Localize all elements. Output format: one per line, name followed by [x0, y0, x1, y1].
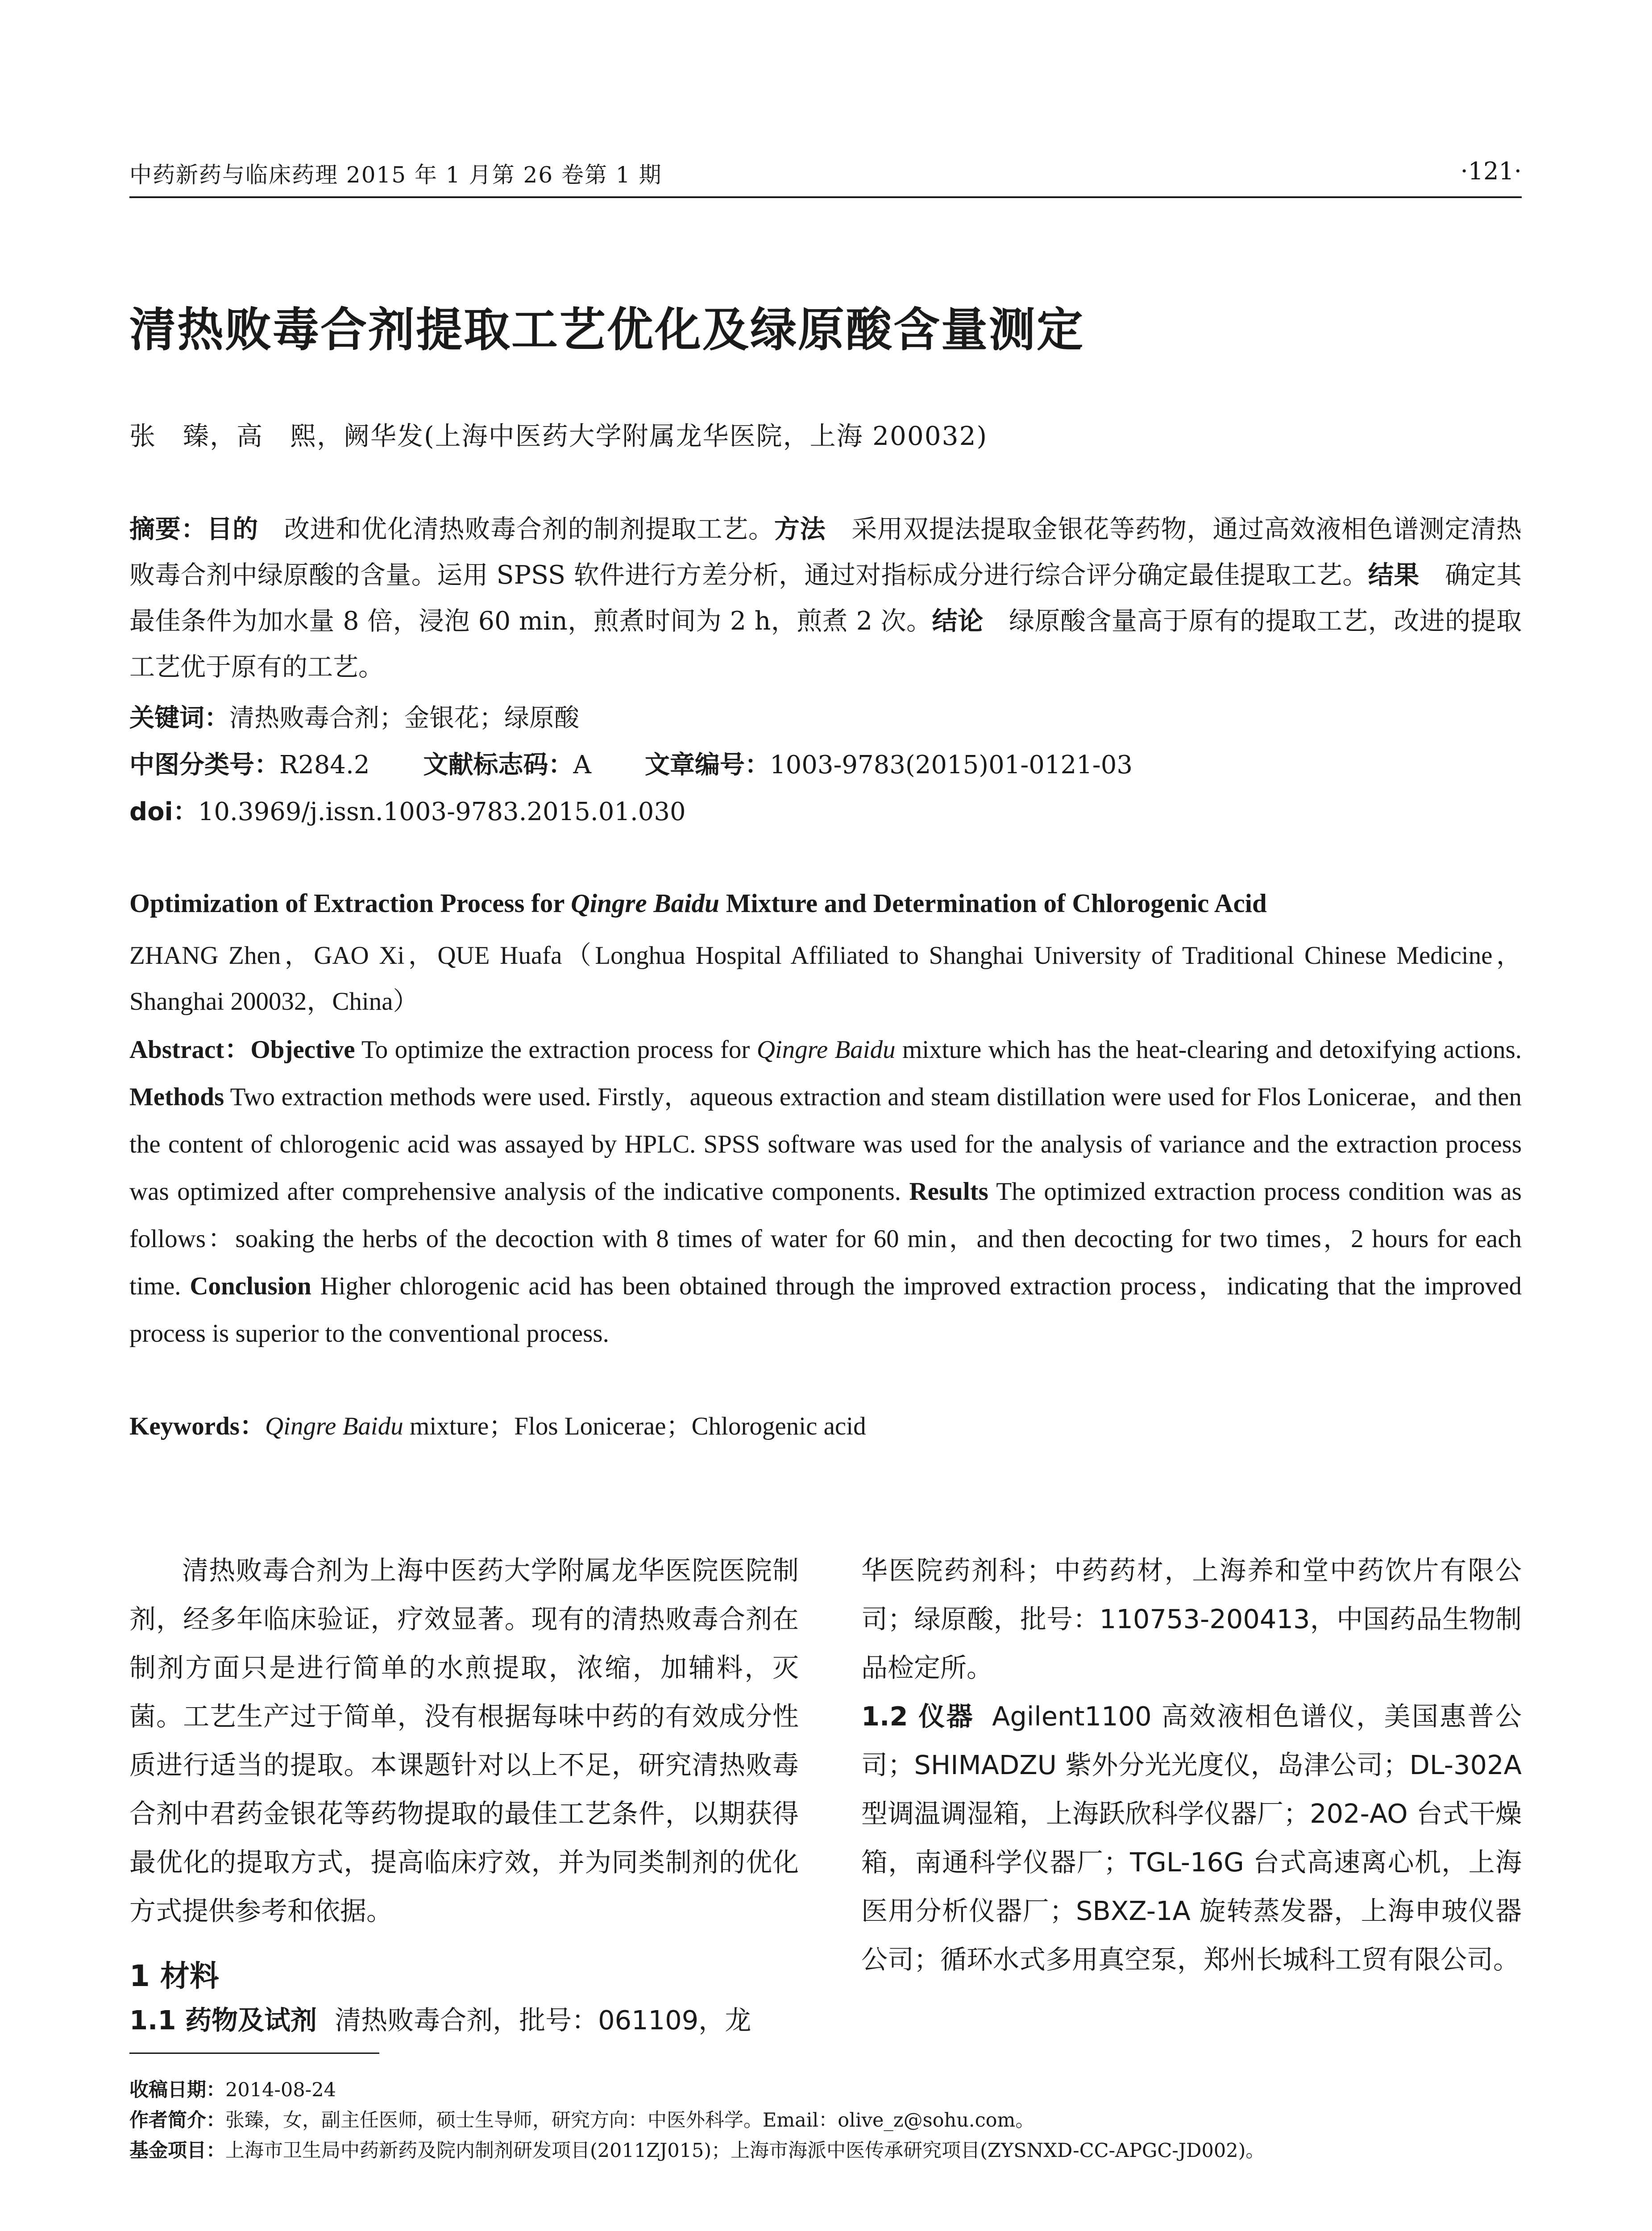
page-number: ·121·	[1460, 157, 1522, 185]
keywords-cn	[129, 701, 1522, 736]
en-conclusion-text: Higher chlorogenic acid has been obtained through the improved extraction process，indicating that the improved process is superior to the conventional process.	[129, 1272, 1522, 1348]
objective-text: 改进和优化清热败毒合剂的制剂提取工艺。	[284, 514, 774, 544]
en-keywords-label: Keywords：	[129, 1412, 265, 1440]
conclusion-label: 结论	[932, 606, 984, 636]
doi-line	[129, 794, 1522, 830]
chinese-abstract	[129, 506, 1522, 690]
classification-line	[129, 747, 1522, 783]
en-conclusion-label: Conclusion	[190, 1272, 311, 1300]
keywords-cn-label: 关键词：	[129, 704, 229, 733]
footnote-rule	[129, 2053, 379, 2054]
funding	[129, 2136, 1522, 2166]
article-no-label: 文章编号：	[644, 751, 770, 780]
objective-label: 目的	[207, 514, 258, 544]
abstract-label: 摘要：	[129, 514, 207, 544]
funding-label: 基金项目：	[129, 2140, 225, 2162]
clc-value: R284.2	[279, 751, 370, 780]
en-objective-text-a: To optimize the extraction process for	[355, 1036, 757, 1064]
header-rule	[129, 196, 1522, 198]
received-date	[129, 2075, 1522, 2105]
received-value: 2014-08-24	[225, 2079, 336, 2101]
subsection-1-1-text: 清热败毒合剂，批号：061109，龙	[335, 2005, 751, 2036]
intro-paragraph: 清热败毒合剂为上海中医药大学附属龙华医院医院制剂，经多年临床验证，疗效显著。现有的清热败毒合剂在制剂方面只是进行简单的水煎提取，浓缩，加辅料，灭菌。工艺生产过于简单，没有根据每味中药的有效成分性质进行适当的提取。本课题针对以上不足，研究清热败毒合剂中君药金银花等药物提取的最佳工艺条件，以期获得最优化的提取方式，提高临床疗效，并为同类制剂的优化方式提供参考和依据。	[129, 1555, 799, 1926]
funding-text: 上海市卫生局中药新药及院内制剂研发项目(2011ZJ015)；上海市海派中医传承研究项目(ZYSNXD-CC-APGC-JD002)。	[225, 2140, 1265, 2162]
running-head	[129, 157, 1522, 197]
en-methods-label: Methods	[129, 1083, 224, 1111]
journal-citation: 中药新药与临床药理 2015 年 1 月第 26 卷第 1 期	[129, 162, 662, 188]
author-bio-label: 作者简介：	[129, 2109, 225, 2131]
results-label: 结果	[1368, 560, 1420, 590]
english-title-part2: Mixture and Determination of Chlorogenic Acid	[719, 888, 1267, 918]
methods-text: 采用双提法提取金银花等药物，通过高效液相色谱测定清热败毒合剂中绿原酸的含量。运用 SPSS 软件进行方差分析，通过对指标成分进行综合评分确定最佳提取工艺。	[129, 514, 1522, 590]
subsection-1-2-heading: 1.2 仪器	[861, 1701, 975, 1732]
conclusion-text: 绿原酸含量高于原有的提取工艺，改进的提取工艺优于原有的工艺。	[129, 606, 1522, 682]
english-abstract	[129, 1026, 1522, 1357]
author-bio	[129, 2105, 1522, 2136]
english-keywords	[129, 1406, 1522, 1442]
article-title: 清热败毒合剂提取工艺优化及绿原酸含量测定	[129, 303, 1085, 357]
keywords-cn-text: 清热败毒合剂；金银花；绿原酸	[229, 704, 579, 733]
en-abstract-label: Abstract：	[129, 1036, 251, 1064]
doccode-label: 文献标志码：	[423, 751, 573, 780]
en-methods-text: Two extraction methods were used. Firstly，aqueous extraction and steam distillation were used for Flos Lonicerae，and then the content of chlorogenic acid was assayed by HPLC. SPSS software was used for the analysis of variance and the extraction process was optimized after comprehensive analysis of the indicative components.	[129, 1083, 1522, 1206]
subsection-1-1-heading: 1.1 药物及试剂	[129, 2005, 317, 2036]
results-text: 确定其最佳条件为加水量 8 倍，浸泡 60 min，煎煮时间为 2 h，煎煮 2 次。	[129, 560, 1522, 636]
body-left-column	[129, 1546, 799, 1935]
author-bio-text: 张臻，女，副主任医师，硕士生导师，研究方向：中医外科学。Email：olive_z@sohu.com。	[225, 2109, 1035, 2131]
en-keywords-italic: Qingre Baidu	[265, 1412, 403, 1440]
en-objective-italic: Qingre Baidu	[756, 1036, 896, 1064]
en-objective-label: Objective	[250, 1036, 355, 1064]
english-authors: ZHANG Zhen，GAO Xi，QUE Huafa（Longhua Hospital Affiliated to Shanghai University of Traditional Chinese Medicine，Shanghai 200032，China）	[129, 941, 1522, 1016]
doccode-value: A	[573, 751, 591, 780]
en-results-label: Results	[909, 1178, 988, 1206]
article-no-value: 1003-9783(2015)01-0121-03	[769, 751, 1133, 780]
en-results-text: The optimized extraction process condition was as follows：soaking the herbs of the decoction with 8 times of water for 60 min，and then decocting for two times，2 hours for each time.	[129, 1178, 1522, 1300]
subsection-1-1-continued: 华医院药剂科；中药药材，上海养和堂中药饮片有限公司；绿原酸，批号：110753-200413，中国药品生物制品检定所。	[861, 1555, 1522, 1683]
author-line: 张 臻，高 熙，阙华发(上海中医药大学附属龙华医院，上海 200032)	[129, 421, 988, 451]
subsection-1-2	[861, 1692, 1522, 1984]
english-title-part1: Optimization of Extraction Process for	[129, 888, 571, 918]
subsection-1-2-text: Agilent1100 高效液相色谱仪，美国惠普公司；SHIMADZU 紫外分光光度仪，岛津公司；DL-302A 型调温调湿箱，上海跃欣科学仪器厂；202-AO 台式干燥箱，南通科学仪器厂；TGL-16G 台式高速离心机，上海医用分析仪器厂；SBXZ-1A 旋转蒸发器，上海申玻仪器公司；循环水式多用真空泵，郑州长城科工贸有限公司。	[861, 1701, 1522, 1975]
methods-label: 方法	[774, 514, 826, 544]
doi-link[interactable]: 10.3969/j.issn.1003-9783.2015.01.030	[198, 797, 686, 826]
en-keywords-text: mixture；Flos Lonicerae；Chlorogenic acid	[403, 1412, 866, 1440]
footnotes	[129, 2075, 1522, 2166]
subsection-1-1	[129, 1999, 799, 2037]
doi-label: doi：	[129, 797, 198, 826]
english-title-italic: Qingre Baidu	[571, 888, 719, 918]
section-heading-materials: 1 材料	[129, 1959, 219, 1993]
english-title	[129, 888, 1522, 919]
body-right-column	[861, 1546, 1522, 1984]
clc-label: 中图分类号：	[129, 751, 279, 780]
en-objective-text-b: mixture which has the heat-clearing and detoxifying actions.	[895, 1036, 1522, 1064]
received-label: 收稿日期：	[129, 2079, 225, 2101]
